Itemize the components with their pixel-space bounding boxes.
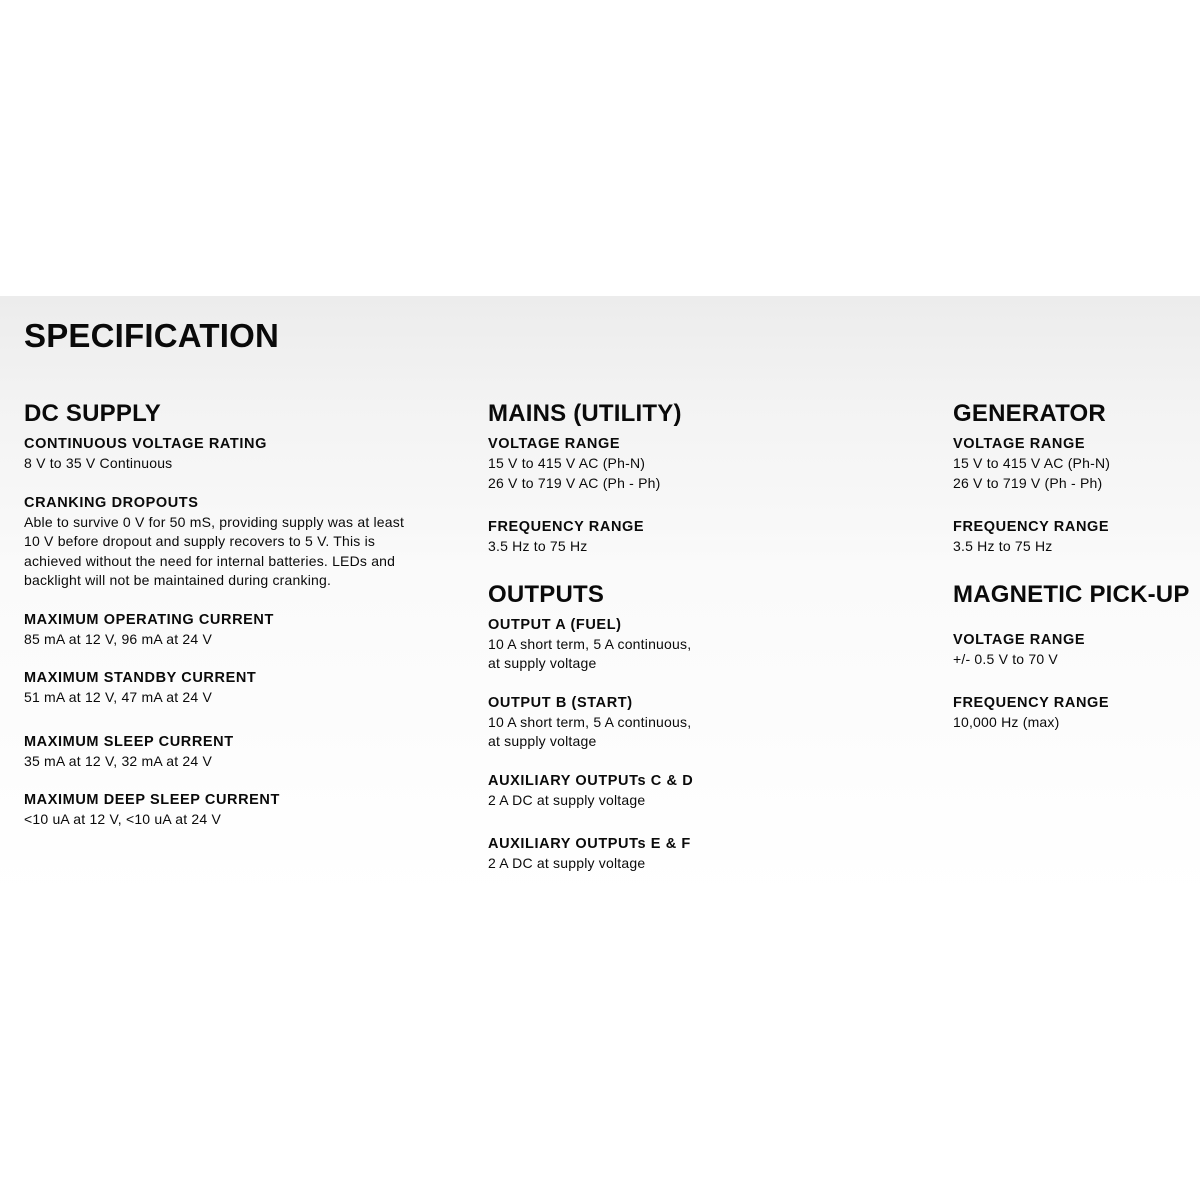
magnetic-pickup-title: MAGNETIC PICK-UP [953,580,1190,608]
spec-pickup-voltage-range [953,631,1198,670]
spec-value: 15 V to 415 V AC (Ph-N) 26 V to 719 V AC (Ph - Ph) [488,455,661,491]
spec-pickup-frequency-range [953,694,1198,733]
spec-value: 8 V to 35 V Continuous [24,455,173,471]
outputs-title: OUTPUTS [488,580,605,608]
spec-cranking-dropouts [24,494,464,591]
spec-generator-voltage-range [953,435,1198,493]
page-title: SPECIFICATION [24,317,279,354]
spec-label: OUTPUT A (FUEL) [488,616,622,633]
spec-output-a [488,616,928,674]
spec-value: +/- 0.5 V to 70 V [953,650,1058,667]
spec-label: AUXILIARY OUTPUTs C & D [488,772,694,789]
spec-value: 10 A short term, 5 A continuous, at supply voltage [488,713,692,749]
spec-label: VOLTAGE RANGE [953,631,1086,648]
spec-continuous-voltage-rating [24,435,464,474]
dc-supply-title: DC SUPPLY [24,400,161,427]
spec-value: 2 A DC at supply voltage [488,791,646,808]
mains-title: MAINS (UTILITY) [488,400,682,427]
spec-label: MAXIMUM DEEP SLEEP CURRENT [24,792,280,808]
spec-value: 15 V to 415 V AC (Ph-N) 26 V to 719 V (Ph - Ph) [953,455,1111,491]
spec-label: VOLTAGE RANGE [488,436,621,452]
spec-auxiliary-outputs-c-d [488,772,928,811]
mains-column [488,398,928,874]
spec-value: 35 mA at 12 V, 32 mA at 24 V [24,752,212,769]
spec-label: FREQUENCY RANGE [953,519,1110,535]
spec-output-b [488,694,928,752]
spec-value: 3.5 Hz to 75 Hz [953,538,1053,554]
spec-label: AUXILIARY OUTPUTs E & F [488,836,691,852]
spec-maximum-operating-current [24,611,464,650]
spec-mains-voltage-range [488,435,928,493]
spec-mains-frequency-range [488,518,928,557]
spec-maximum-deep-sleep-current [24,791,464,830]
spec-label: MAXIMUM STANDBY CURRENT [24,670,257,686]
spec-value: 2 A DC at supply voltage [488,855,646,871]
spec-value: Able to survive 0 V for 50 mS, providing supply was at least 10 V before dropout and supply recovers to 5 V. This is achieved without the need for internal batteries. LEDs and backlight will not be maintained during cranking. [24,513,405,588]
dc-supply-column [24,398,464,830]
spec-value: 85 mA at 12 V, 96 mA at 24 V [24,630,212,647]
spec-label: MAXIMUM SLEEP CURRENT [24,733,234,750]
spec-label: VOLTAGE RANGE [953,436,1086,452]
spec-label: OUTPUT B (START) [488,694,633,711]
spec-auxiliary-outputs-e-f [488,835,928,874]
spec-maximum-standby-current [24,669,464,708]
spec-value: 10 A short term, 5 A continuous, at supply voltage [488,635,692,671]
spec-value: 3.5 Hz to 75 Hz [488,538,588,554]
spec-value: 10,000 Hz (max) [953,714,1060,730]
spec-label: CONTINUOUS VOLTAGE RATING [24,436,267,452]
generator-title: GENERATOR [953,400,1106,427]
spec-value: <10 uA at 12 V, <10 uA at 24 V [24,811,221,827]
spec-label: FREQUENCY RANGE [488,519,645,535]
spec-label: FREQUENCY RANGE [953,695,1110,711]
spec-label: CRANKING DROPOUTS [24,494,199,511]
spec-generator-frequency-range [953,518,1198,557]
spec-value: 51 mA at 12 V, 47 mA at 24 V [24,689,212,705]
spec-label: MAXIMUM OPERATING CURRENT [24,611,274,628]
generator-column [953,398,1198,733]
spec-maximum-sleep-current [24,733,464,772]
